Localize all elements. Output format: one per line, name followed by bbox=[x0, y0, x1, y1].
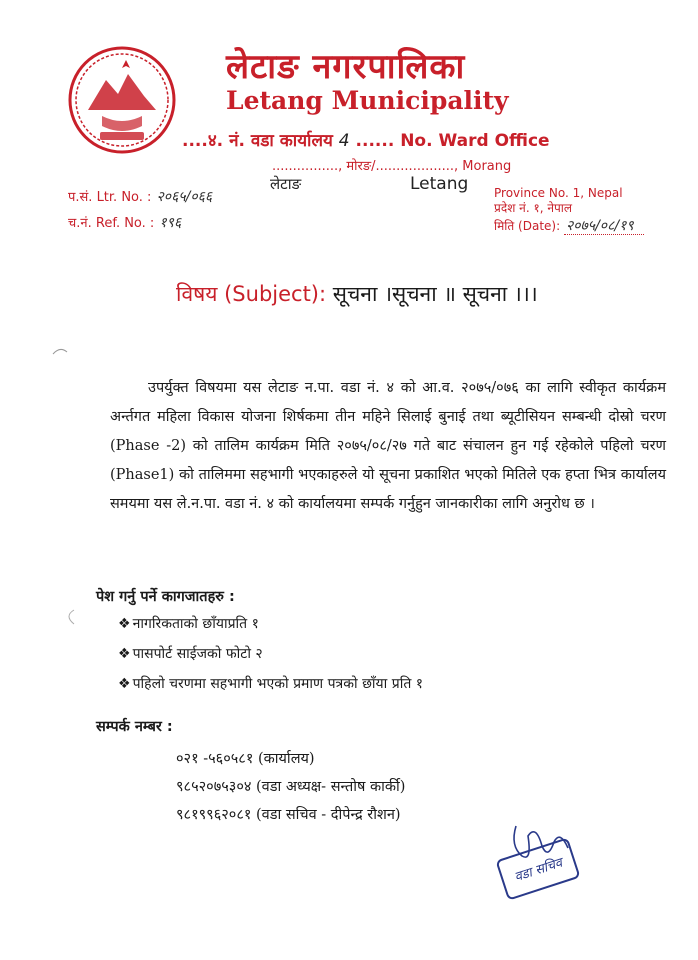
contact-office: ०२१ -५६०५८१ (कार्यालय) bbox=[176, 751, 315, 767]
ward-office-line bbox=[182, 128, 550, 151]
province-en: Province No. 1, Nepal bbox=[494, 186, 623, 200]
date-row bbox=[494, 216, 644, 235]
letter-number-label: प.सं. Ltr. No. : bbox=[68, 190, 152, 205]
document-item-text: पहिलो चरणमा सहभागी भएको प्रमाण पत्रको छाँया प्रति १ bbox=[132, 676, 424, 692]
contact-ward-secretary: ९८१९९६२०८१ (वडा सचिव - दीपेन्द्र रौशन) bbox=[176, 807, 401, 823]
place-handwritten-en: Letang bbox=[410, 174, 469, 194]
subject-text: सूचना ।सूचना ॥ सूचना ।।। bbox=[332, 282, 538, 306]
date-label: मिति (Date): bbox=[494, 219, 561, 233]
subject-line bbox=[176, 280, 538, 308]
contact-ward-chair: ९८५२०७५३०४ (वडा अध्यक्ष- सन्तोष कार्की) bbox=[176, 779, 406, 795]
document-item bbox=[118, 614, 259, 633]
province-block bbox=[494, 186, 623, 216]
place-handwritten-np: लेटाङ bbox=[270, 175, 302, 193]
diamond-bullet-icon: ❖ bbox=[118, 646, 131, 662]
diamond-bullet-icon: ❖ bbox=[118, 676, 131, 692]
municipality-name-np: लेटाङ नगरपालिका bbox=[226, 47, 466, 87]
reference-number-label: च.नं. Ref. No. : bbox=[68, 216, 155, 231]
province-np: प्रदेश नं. १, नेपाल bbox=[494, 201, 573, 215]
ward-number-handwritten: 4 bbox=[338, 131, 350, 151]
notice-body bbox=[110, 374, 666, 519]
punch-mark bbox=[62, 608, 76, 626]
document-item-text: नागरिकताको छाँयाप्रति १ bbox=[132, 616, 259, 632]
document-item bbox=[118, 644, 263, 663]
documents-heading: पेश गर्नु पर्ने कागजातहरु : bbox=[96, 589, 235, 605]
letter-number-value: २०६५/०६६ bbox=[156, 189, 213, 205]
contact-heading: सम्पर्क नम्बर : bbox=[96, 719, 173, 735]
municipality-name-en: Letang Municipality bbox=[226, 86, 509, 115]
letter-number-row bbox=[68, 186, 212, 206]
document-item bbox=[118, 674, 423, 693]
stamp-text: वडा सचिव bbox=[512, 855, 565, 886]
ward-office-np: नं. वडा कार्यालय bbox=[229, 131, 333, 151]
reference-number-value: १९६ bbox=[159, 215, 182, 231]
subject-label: विषय (Subject): bbox=[176, 282, 327, 306]
address-line: ................, मोरङ/..................., Morang bbox=[272, 159, 512, 174]
reference-number-row bbox=[68, 212, 181, 232]
document-item-text: पासपोर्ट साईजको फोटो २ bbox=[132, 646, 263, 662]
date-value: २०७५/०८/१९ bbox=[564, 218, 644, 235]
nepal-emblem-icon bbox=[66, 44, 178, 156]
ward-office-en: ...... No. Ward Office bbox=[355, 131, 550, 151]
punch-mark bbox=[52, 346, 68, 356]
notice-body-text: उपर्युक्त विषयमा यस लेटाङ न.पा. वडा नं. ४ को आ.व. २०७५/०७६ का लागि स्वीकृत कार्यक्रम अर्न्तगत महिला विकास योजना शिर्षकमा तीन महिने सिलाई बुनाई तथा ब्यूटीसियन सम्बन्धी दोस्रो चरण (Phase -2) को तालिम कार्यक्रम मिति २०७५/०८/२७ गते बाट संचालन हुन गई रहेकोले पहिलो चरण (Phase1) को तालिममा सहभागी भएकाहरुले यो सूचना प्रकाशित भएको मितिले एक हप्ता भित्र कार्यालय समयमा यस ले.न.पा. वडा नं. ४ को कार्यालयमा सम्पर्क गर्नुहुन जानकारीका लागि अनुरोध छ । bbox=[110, 380, 666, 512]
ward-prefix: ....४. bbox=[182, 131, 224, 151]
diamond-bullet-icon: ❖ bbox=[118, 616, 131, 632]
